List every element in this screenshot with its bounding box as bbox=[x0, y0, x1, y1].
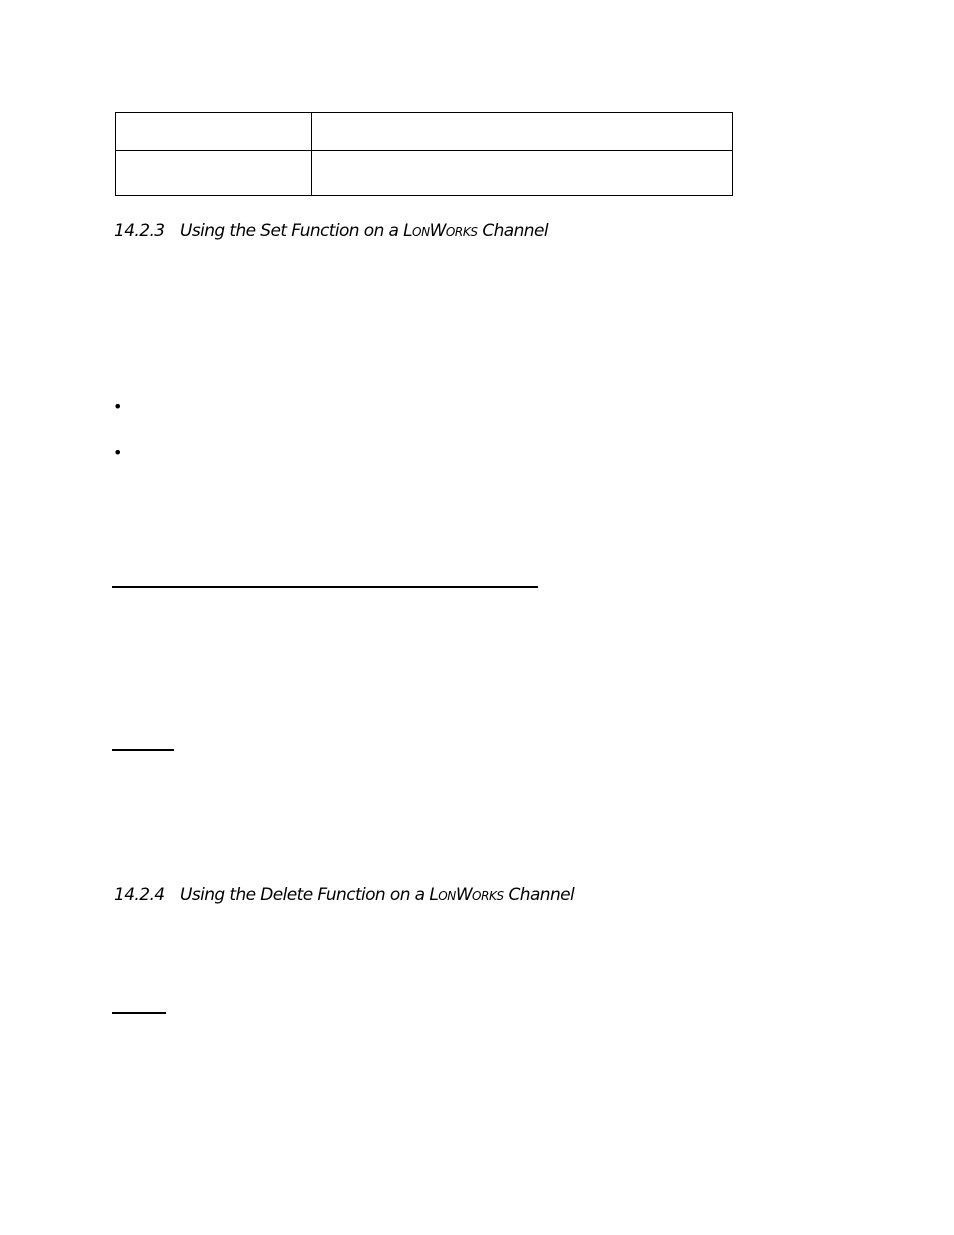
table-row bbox=[116, 151, 733, 196]
table-cell bbox=[116, 113, 312, 151]
brand-letters-orks: ORKS bbox=[472, 889, 504, 903]
brand-letters-on: ON bbox=[412, 225, 430, 239]
section-title-end: Channel bbox=[477, 221, 548, 241]
section-heading-delete bbox=[114, 885, 574, 906]
brand-letter-l: L bbox=[429, 885, 439, 905]
table-cell bbox=[312, 113, 733, 151]
section-title-start: Using the Set Function on a bbox=[180, 221, 404, 241]
section-heading-set bbox=[114, 221, 548, 242]
bullet-marker: • bbox=[113, 397, 123, 416]
underline-rule bbox=[112, 586, 538, 588]
section-number: 14.2.3 bbox=[114, 221, 165, 241]
info-table bbox=[115, 112, 733, 196]
brand-letters-orks: ORKS bbox=[445, 225, 478, 239]
table-cell bbox=[312, 151, 733, 196]
brand-letter-l: L bbox=[403, 221, 413, 241]
section-title-end: Channel bbox=[503, 885, 575, 905]
section-number: 14.2.4 bbox=[114, 885, 165, 905]
bullet-marker: • bbox=[113, 443, 123, 462]
brand-letter-w: W bbox=[455, 885, 473, 905]
underline-rule bbox=[112, 749, 174, 751]
underline-rule bbox=[112, 1012, 166, 1014]
section-title-start: Using the Delete Function on a bbox=[180, 885, 430, 905]
brand-letter-w: W bbox=[429, 221, 446, 241]
table-cell bbox=[116, 151, 312, 196]
table-row bbox=[116, 113, 733, 151]
brand-letters-on: ON bbox=[438, 889, 456, 903]
